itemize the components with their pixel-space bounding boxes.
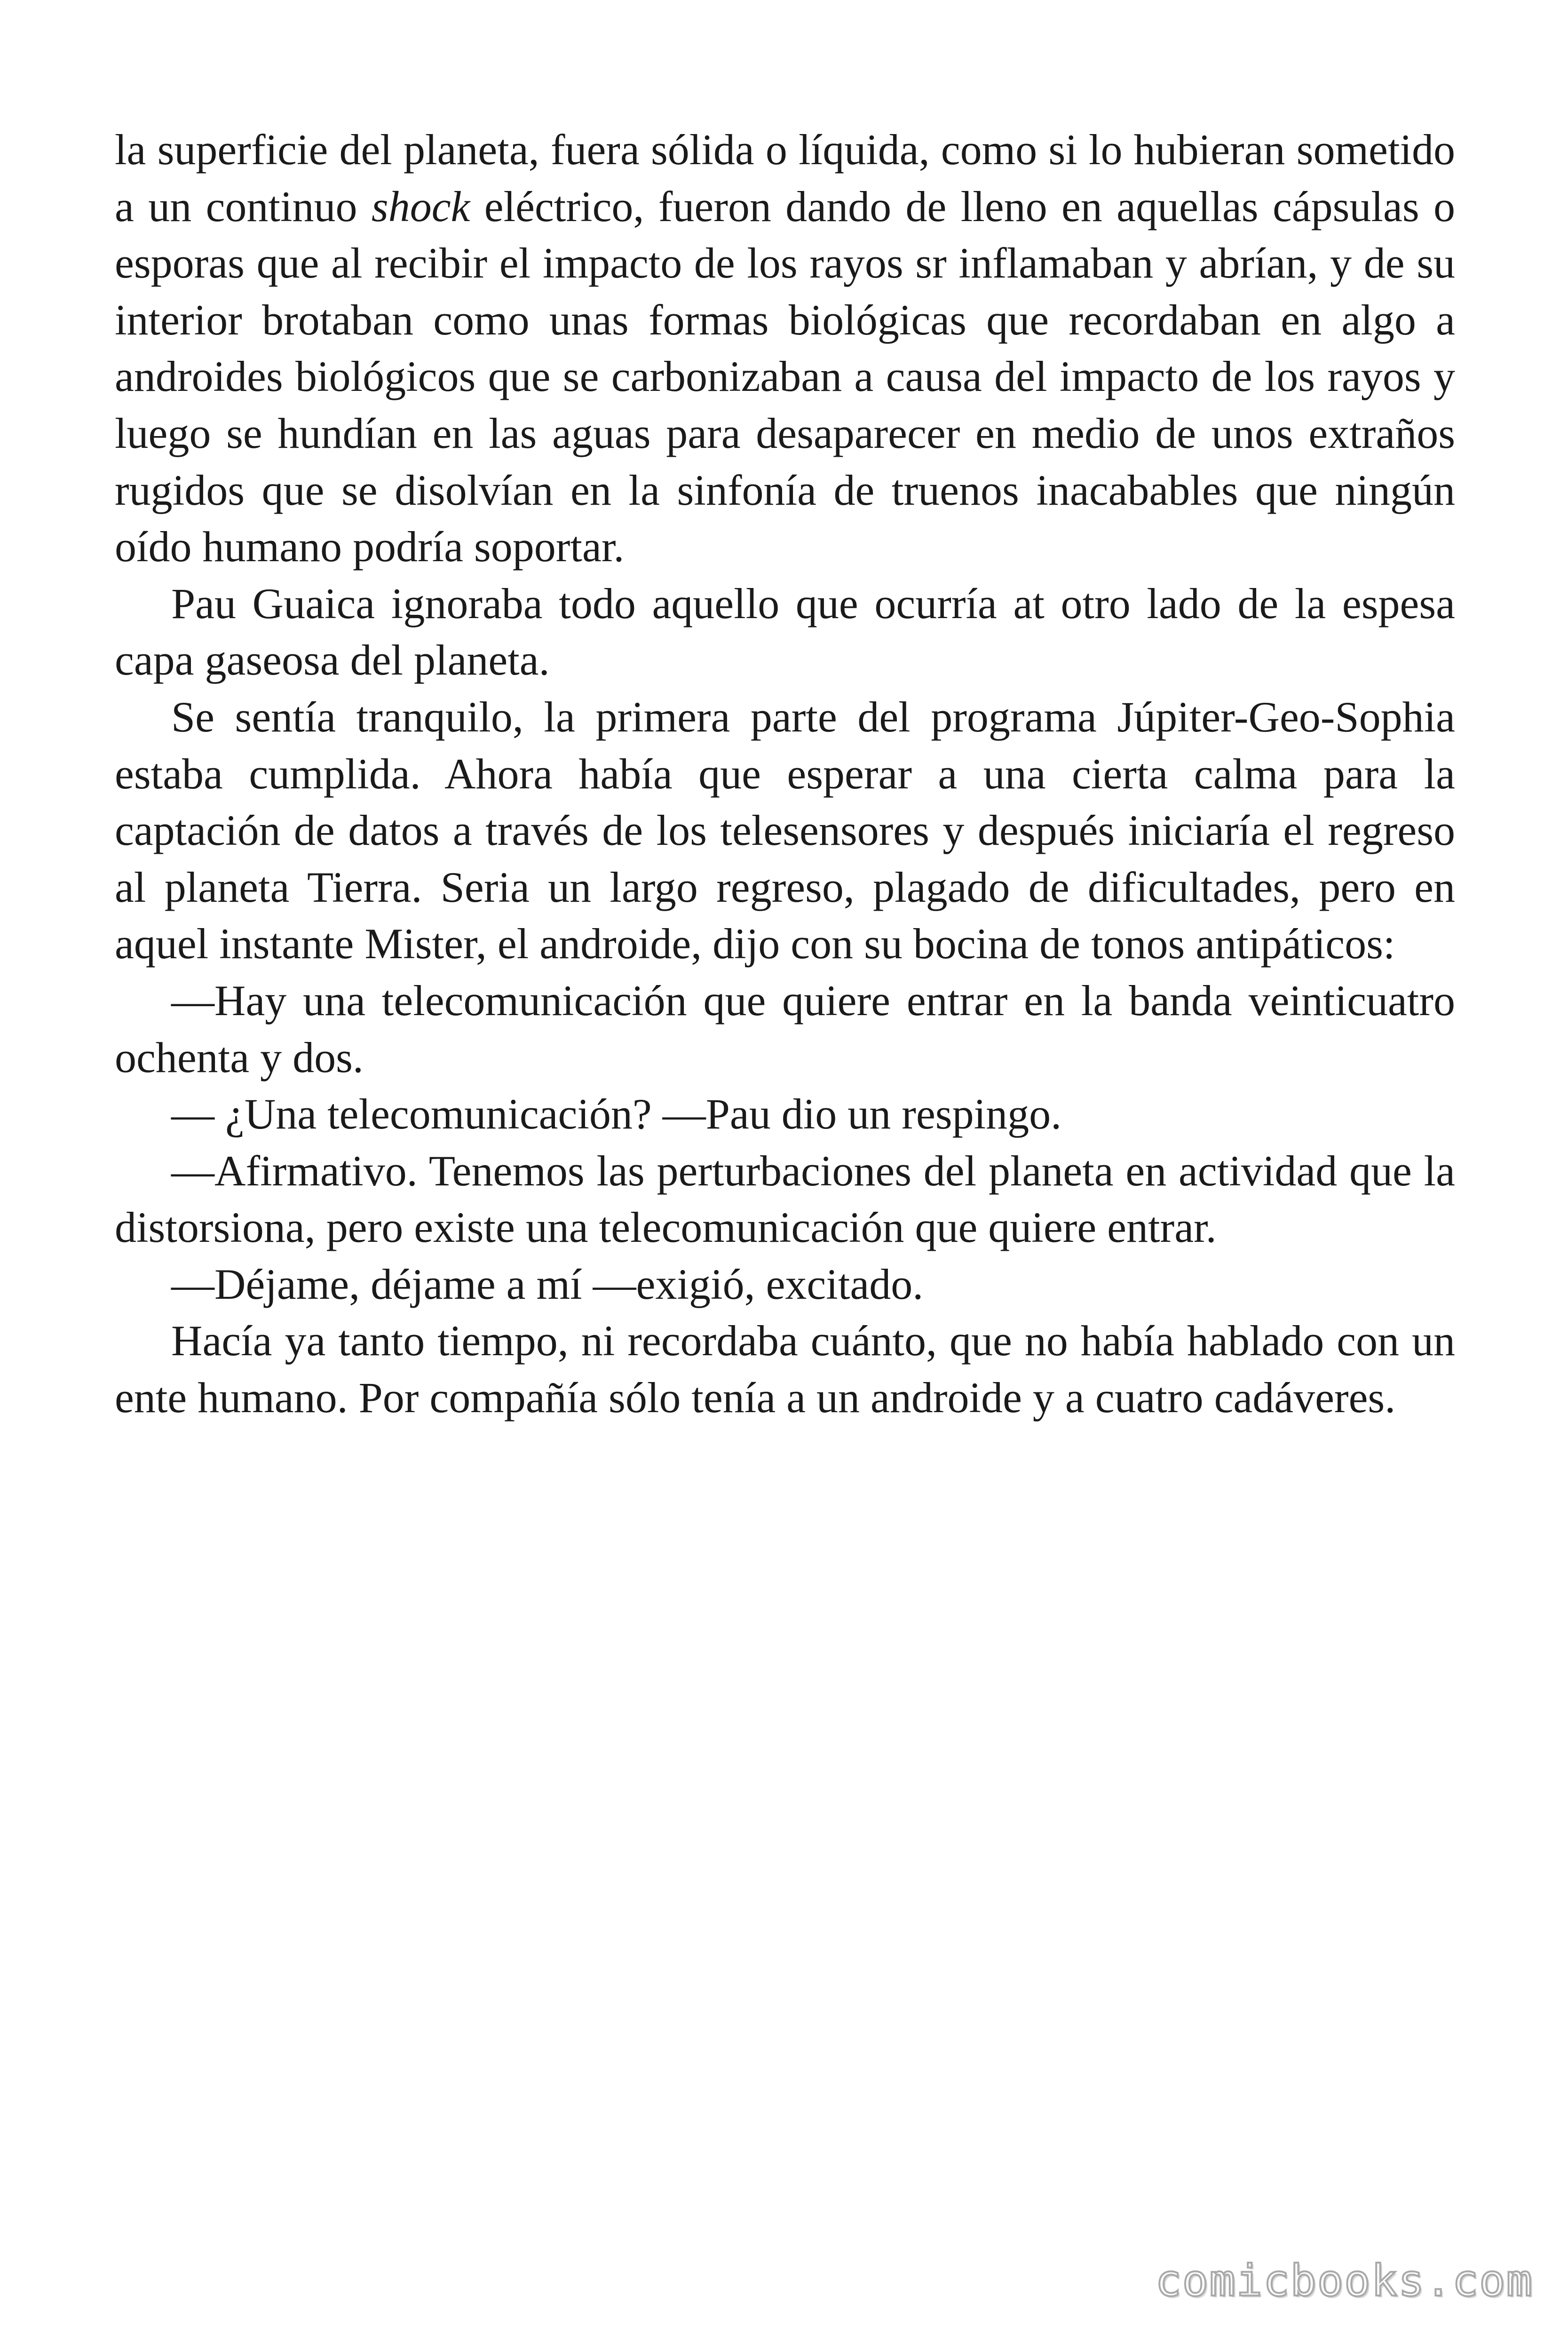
paragraph-1-part-3: eléctrico, fueron dando de lleno en aquellas cápsulas o esporas que al recibir el impacto de los rayos sr inflamaban y abrían, y de su interior brotaban como unas formas biológicas que recordaban en algo a androides biológicos que se carbonizaban a causa del impacto de los rayos y luego se hundían en las aguas para desaparecer en medio de unos extraños rugidos que se disolvían en la sinfonía de truenos inacabables que ningún oído humano podría soportar. <box>115 182 1455 571</box>
paragraph-1-part-1: la superficie del planeta, fuera sólida o líquida, como si lo hubieran sometido a un continuo <box>115 126 1455 230</box>
paragraph-4: —Hay una telecomunicación que quiere entrar en la banda veinticuatro ochenta y dos. <box>115 976 1455 1081</box>
paragraph-1 <box>115 121 1455 575</box>
paragraph-3: Se sentía tranquilo, la primera parte del programa Júpiter-Geo-Sophia estaba cumplida. Ahora había que esperar a una cierta calma para la captación de datos a través de los telesensores y después iniciaría el regreso al planeta Tierra. Seria un largo regreso, plagado de dificultades, pero en aquel instante Mister, el androide, dijo con su bocina de tonos antipáticos: <box>115 692 1455 968</box>
paragraph-8: Hacía ya tanto tiempo, ni recordaba cuánto, que no había hablado con un ente humano. Por compañía sólo tenía a un androide y a cuatro cadáveres. <box>115 1317 1455 1422</box>
paragraph-6: —Afirmativo. Tenemos las perturbaciones del planeta en actividad que la distorsiona, pero existe una telecomunicación que quiere entrar. <box>115 1146 1455 1252</box>
page-body <box>115 121 1455 1426</box>
paragraph-2: Pau Guaica ignoraba todo aquello que ocurría at otro lado de la espesa capa gaseosa del planeta. <box>115 579 1455 684</box>
paragraph-5: — ¿Una telecomunicación? —Pau dio un respingo. <box>171 1090 1062 1138</box>
watermark-logo: comicbooks.com <box>1155 2256 1533 2306</box>
paragraph-7: —Déjame, déjame a mí —exigió, excitado. <box>171 1260 924 1308</box>
paragraph-1-italic-shock: shock <box>371 182 470 230</box>
